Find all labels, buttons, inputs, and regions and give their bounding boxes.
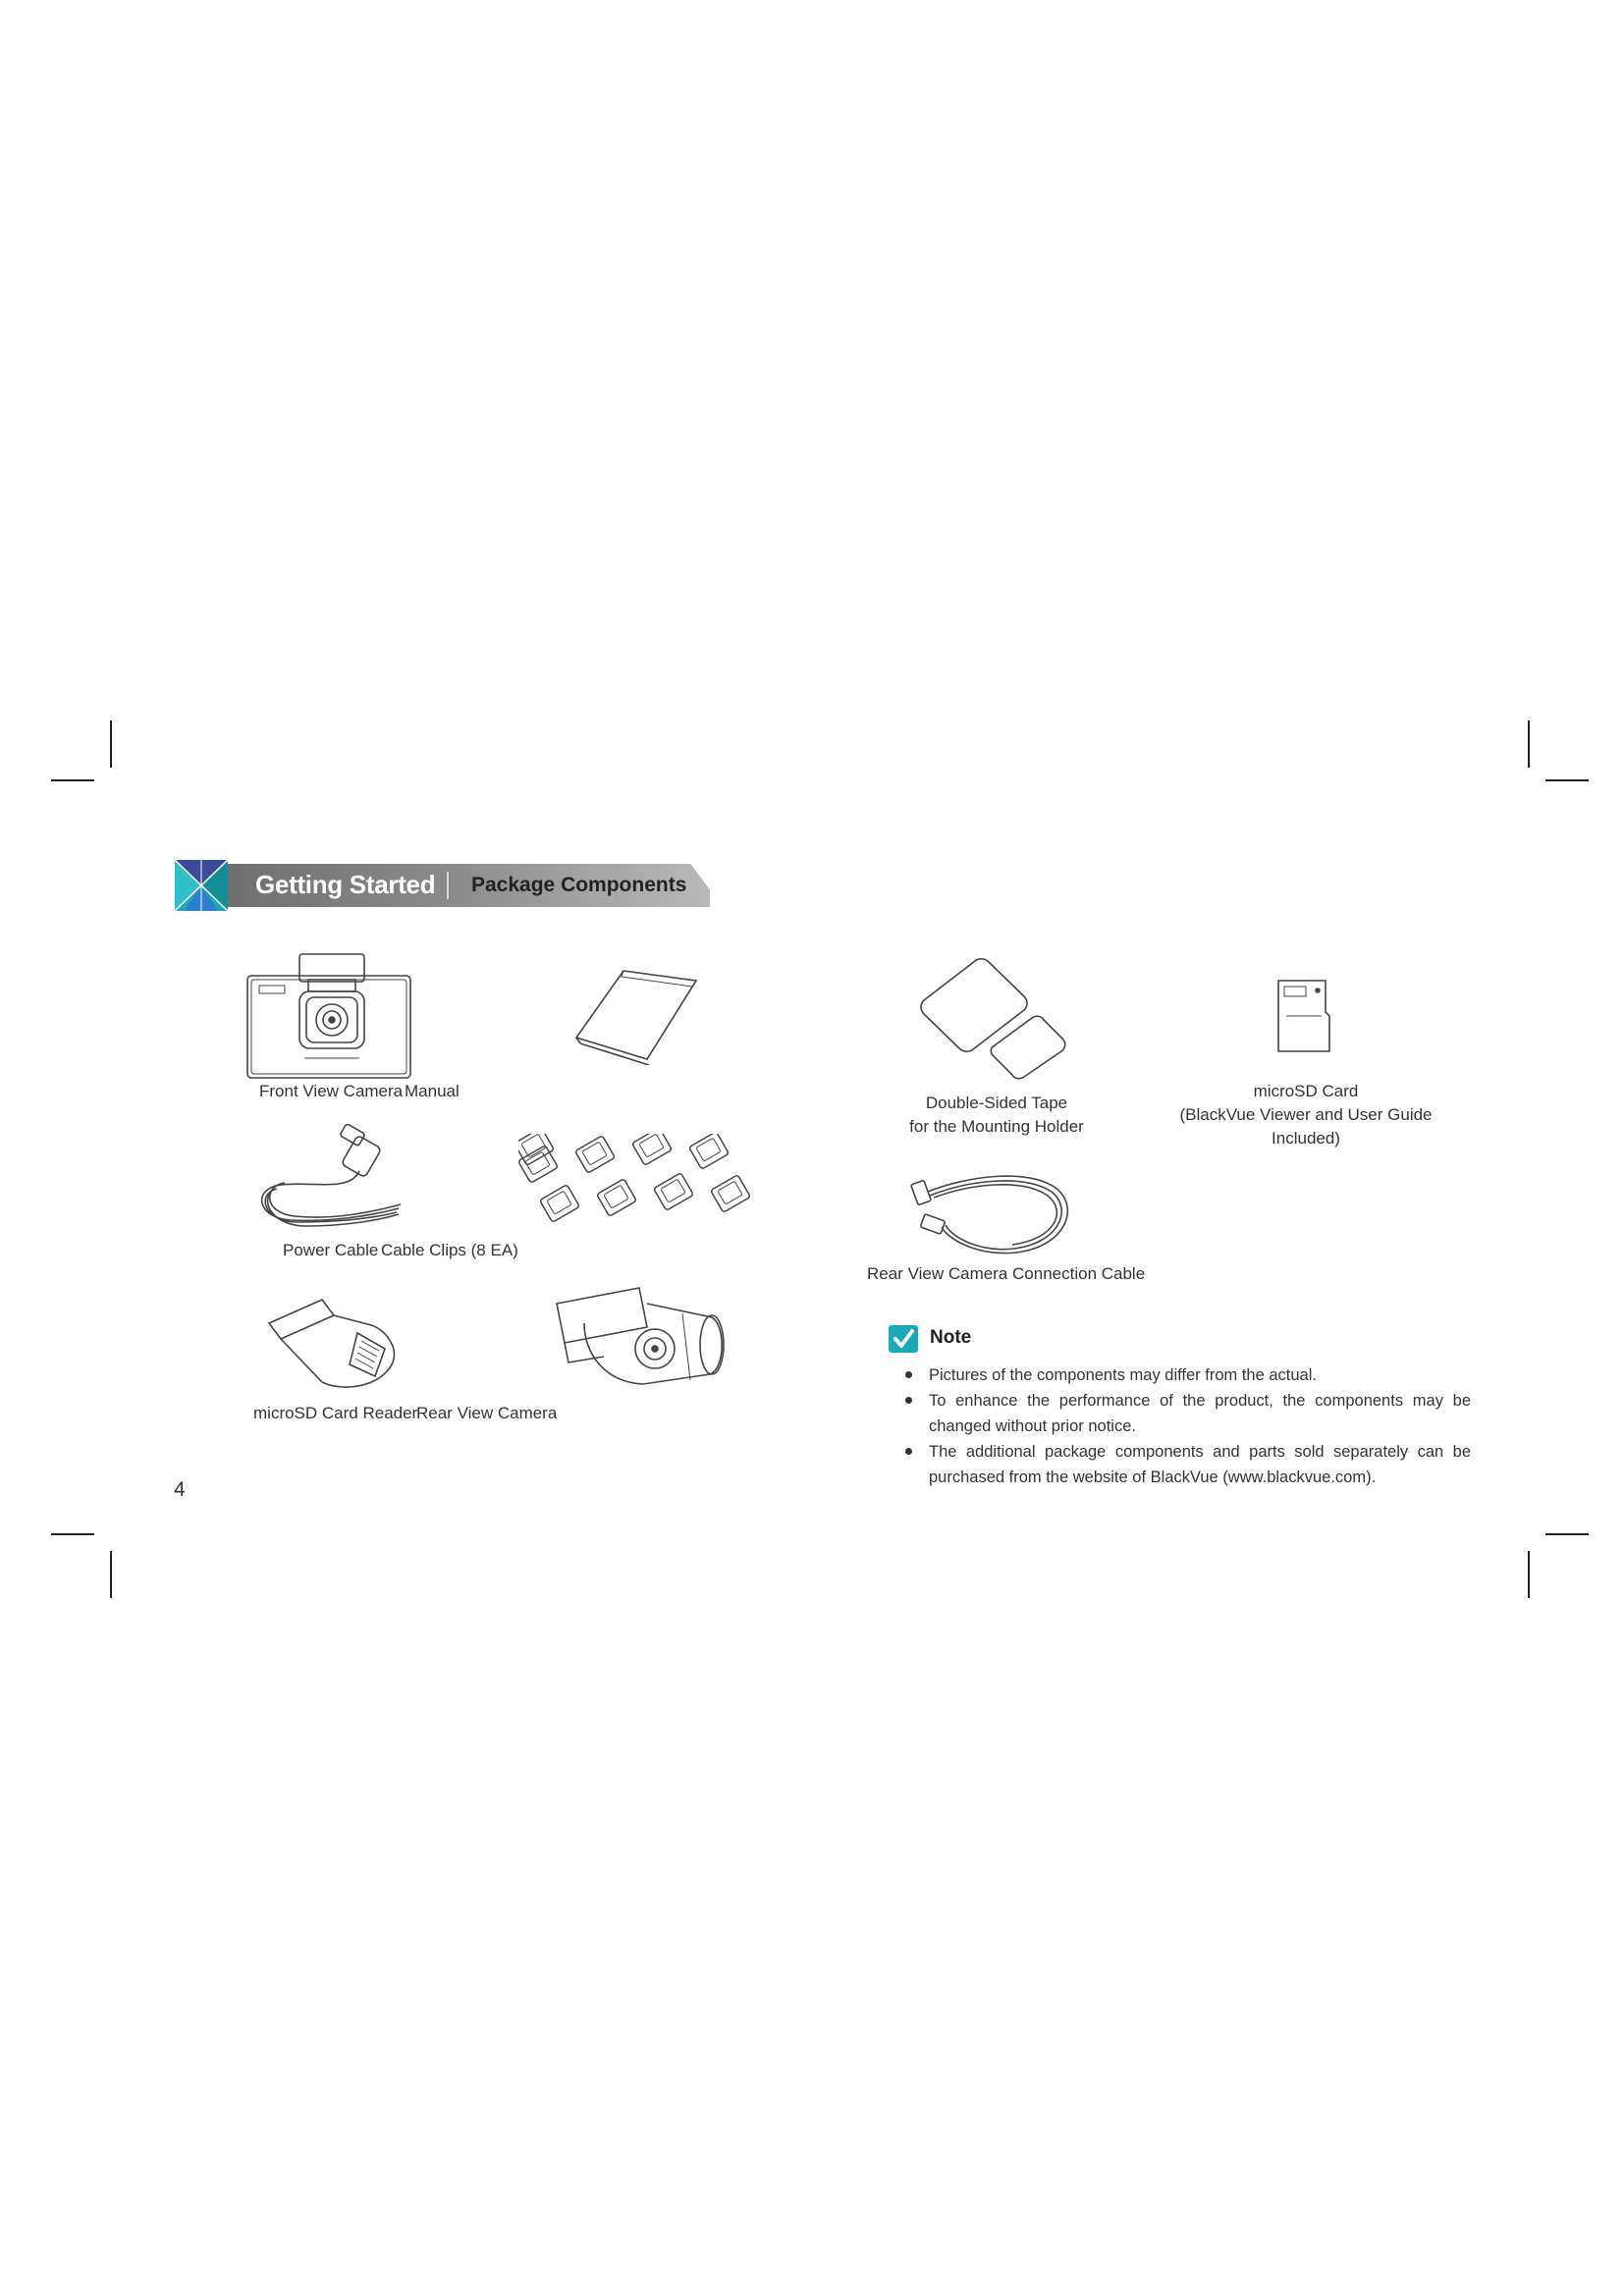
manual-label: Manual [405, 1082, 460, 1100]
front-view-camera-image [245, 952, 417, 1082]
sd-label-line1: microSD Card [1253, 1082, 1359, 1100]
crop-mark-bottom-left-vertical [110, 1551, 112, 1598]
crop-mark-bottom-right-vertical [1528, 1551, 1530, 1598]
crop-mark-top-left-vertical [110, 721, 112, 768]
crop-mark-bottom-left-horizontal [51, 1533, 94, 1535]
rear-view-camera-image [545, 1284, 727, 1390]
note-title: Note [930, 1327, 972, 1348]
section-logo-icon [175, 860, 228, 911]
crop-mark-top-right-horizontal [1545, 779, 1589, 781]
note-list [901, 1362, 1471, 1490]
note-item: The additional package components and parts sold separately can be purchased from the website of BlackVue (www.blackvue.com). [901, 1439, 1471, 1490]
page-number: 4 [174, 1478, 186, 1501]
manual-image [574, 967, 702, 1065]
section-subtitle: Package Components [471, 874, 687, 896]
checkmark-icon [889, 1325, 918, 1353]
tape-label-line2: for the Mounting Holder [909, 1117, 1084, 1136]
section-title: Getting Started [255, 870, 436, 899]
note-item: To enhance the performance of the product, the components may be changed without prior notice. [901, 1388, 1471, 1439]
power-cable-image [251, 1124, 408, 1237]
cable-clips-label: Cable Clips (8 EA) [381, 1241, 518, 1259]
cable-clips-image [518, 1134, 769, 1232]
connection-cable-label: Rear View Camera Connection Cable [867, 1264, 1146, 1283]
double-sided-tape-label [884, 1092, 1110, 1139]
crop-mark-top-right-vertical [1528, 721, 1530, 768]
connection-cable-image [908, 1168, 1075, 1266]
tape-label-line1: Double-Sided Tape [925, 1094, 1068, 1112]
power-cable-label: Power Cable [283, 1241, 379, 1259]
crop-mark-bottom-right-horizontal [1545, 1533, 1589, 1535]
front-view-camera-label: Front View Camera [259, 1082, 404, 1100]
sd-label-line2: (BlackVue Viewer and User Guide [1179, 1105, 1433, 1124]
microsd-card-reader-label: microSD Card Reader [253, 1404, 418, 1422]
banner-separator [447, 872, 449, 899]
sd-label-line3: Included) [1272, 1129, 1340, 1148]
section-banner [175, 860, 710, 911]
rear-view-camera-label: Rear View Camera [416, 1404, 558, 1422]
microsd-card-reader-image [263, 1294, 401, 1392]
microsd-card-label [1164, 1080, 1448, 1150]
microsd-card-image [1274, 977, 1333, 1055]
crop-mark-top-left-horizontal [51, 779, 94, 781]
note-item: Pictures of the components may differ from the actual. [901, 1362, 1471, 1388]
double-sided-tape-image [918, 957, 1075, 1080]
